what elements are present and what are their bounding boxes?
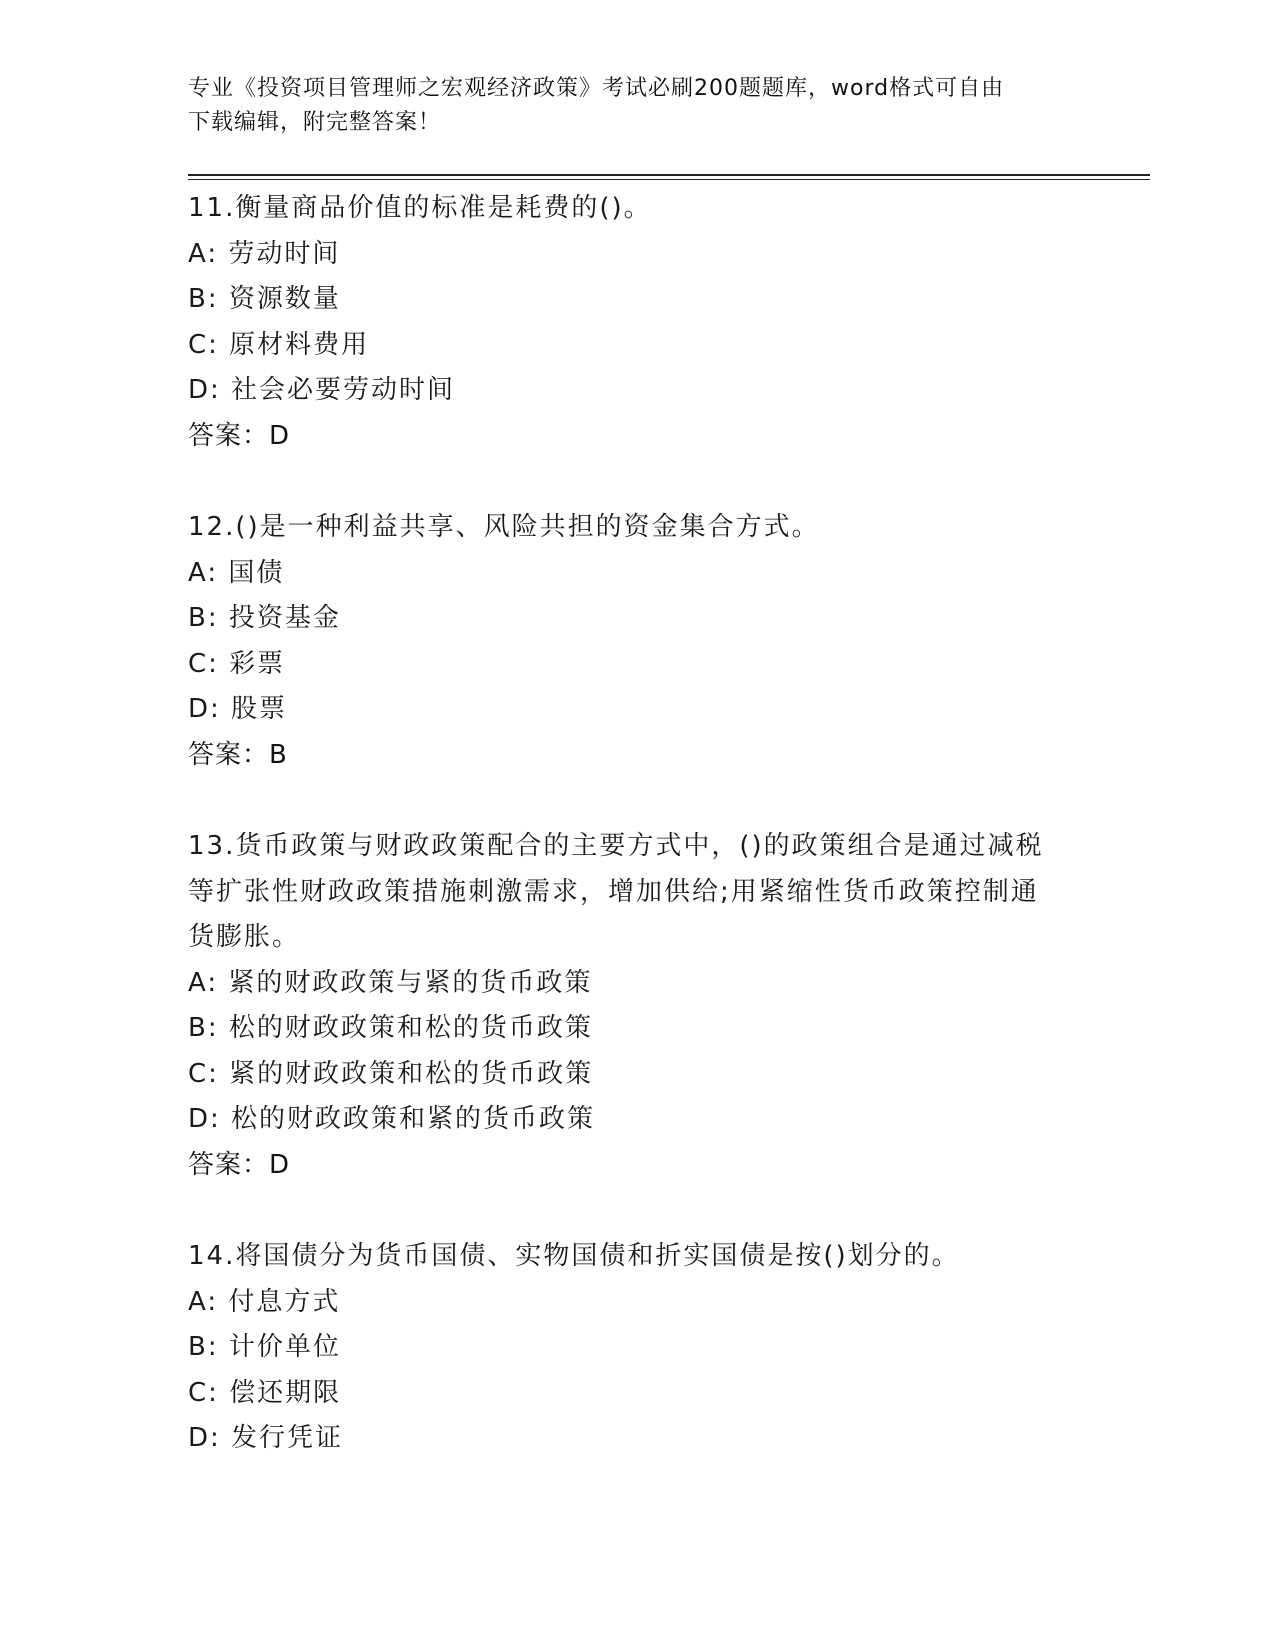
option-a: A: 劳动时间 <box>188 238 341 269</box>
question-stem-line-1: 13.货币政策与财政政策配合的主要方式中，()的政策组合是通过减税 <box>188 831 1044 861</box>
header-divider-thick <box>188 174 1150 176</box>
answer-line: 答案：B <box>188 739 288 770</box>
option-a: A: 国债 <box>188 557 285 588</box>
question-13 <box>188 824 1088 1188</box>
header-line-2: 下载编辑，附完整答案！ <box>188 110 442 135</box>
option-a: A: 付息方式 <box>188 1286 341 1317</box>
option-b: B: 投资基金 <box>188 603 341 633</box>
option-d: D: 股票 <box>188 694 288 724</box>
option-d: D: 社会必要劳动时间 <box>188 375 456 405</box>
option-a: A: 紧的财政政策与紧的货币政策 <box>188 967 593 998</box>
option-c: C: 紧的财政政策和松的货币政策 <box>188 1058 594 1089</box>
document-header <box>188 72 1088 140</box>
question-stem: 12.()是一种利益共享、风险共担的资金集合方式。 <box>188 512 820 542</box>
question-14 <box>188 1234 1088 1462</box>
question-list <box>188 186 1088 1508</box>
option-c: C: 原材料费用 <box>188 329 370 360</box>
option-c: C: 彩票 <box>188 648 286 679</box>
header-divider-thin <box>188 179 1150 180</box>
question-stem-line-2: 等扩张性财政政策措施刺激需求，增加供给;用紧缩性货币政策控制通 <box>188 876 1039 907</box>
answer-line: 答案：D <box>188 420 291 451</box>
option-c: C: 偿还期限 <box>188 1377 342 1408</box>
question-11 <box>188 186 1088 459</box>
option-d: D: 松的财政政策和紧的货币政策 <box>188 1104 596 1134</box>
question-stem-line-3: 货膨胀。 <box>188 922 301 952</box>
question-stem: 14.将国债分为货币国债、实物国债和折实国债是按()划分的。 <box>188 1241 960 1271</box>
question-stem: 11.衡量商品价值的标准是耗费的()。 <box>188 193 652 223</box>
question-12 <box>188 505 1088 778</box>
option-d: D: 发行凭证 <box>188 1423 344 1453</box>
option-b: B: 松的财政政策和松的货币政策 <box>188 1013 593 1043</box>
answer-line: 答案：D <box>188 1149 291 1180</box>
option-b: B: 资源数量 <box>188 284 341 314</box>
header-line-1: 专业《投资项目管理师之宏观经济政策》考试必刷200题题库，word格式可自由 <box>188 76 1005 101</box>
option-b: B: 计价单位 <box>188 1332 341 1362</box>
